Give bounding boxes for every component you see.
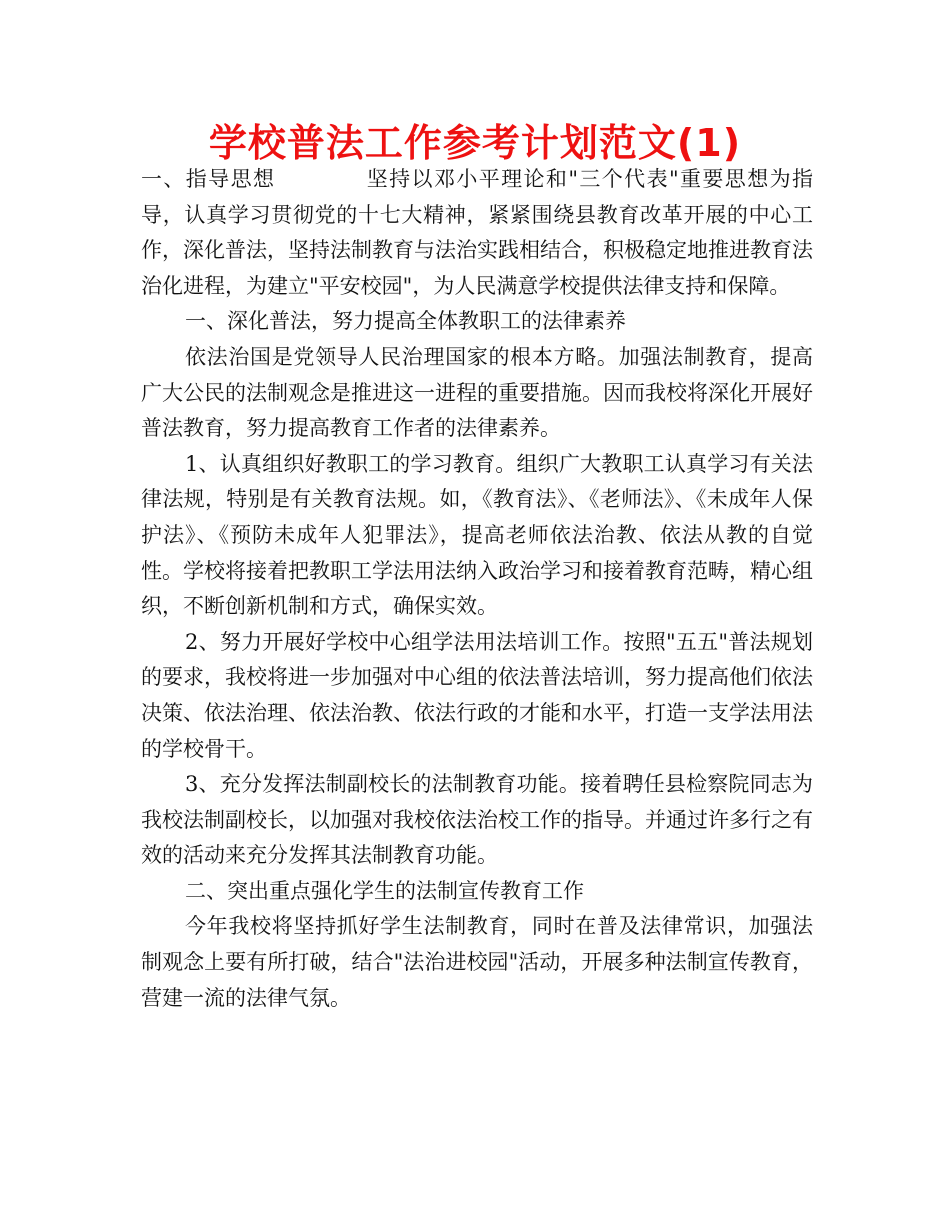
body-paragraph: 今年我校将坚持抓好学生法制教育，同时在普及法律常识，加强法制观念上要有所打破，结合"法治进校园"活动，开展多种法制宣传教育，营建一流的法律气氛。 [141,914,813,1010]
section-heading-2: 二、突出重点强化学生的法制宣传教育工作 [185,878,584,903]
body-paragraph: 3、充分发挥法制副校长的法制教育功能。接着聘任县检察院同志为我校法制副校长，以加强对我校依法治校工作的指导。并通过许多行之有效的活动来充分发挥其法制教育功能。 [141,772,813,868]
intro-text: 坚持以邓小平理论和"三个代表"重要思想为指导，认真学习贯彻党的十七大精神，紧紧围绕县教育改革开展的中心工作，深化普法，坚持法制教育与法治实践相结合，积极稳定地推进教育法治化进程，为建立"平安校园"，为人民满意学校提供法律支持和保障。 [141,167,813,298]
intro-paragraph [141,162,813,304]
section-heading-1: 一、深化普法，努力提高全体教职工的法律素养 [185,309,626,334]
body-paragraph: 依法治国是党领导人民治理国家的根本方略。加强法制教育，提高广大公民的法制观念是推进这一进程的重要措施。因而我校将深化开展好普法教育，努力提高教育工作者的法律素养。 [141,344,813,441]
intro-heading: 一、指导思想 [141,167,276,191]
body-paragraph: 1、认真组织好教职工的学习教育。组织广大教职工认真学习有关法律法规，特别是有关教育法规。如，《教育法》、《老师法》、《未成年人保护法》、《预防未成年人犯罪法》，提高老师依法治教、依法从教的自觉性。学校将接着把教职工学法用法纳入政治学习和接着教育范畴，精心组织，不断创新机制和方式，确保实效。 [141,451,813,619]
document-body [141,162,813,1016]
document-title: 学校普法工作参考计划范文(1) [208,121,742,165]
body-paragraph: 2、努力开展好学校中心组学法用法培训工作。按照"五五"普法规划的要求，我校将进一步加强对中心组的依法普法培训，努力提高他们依法决策、依法治理、依法治教、依法行政的才能和水平，打造一支学法用法的学校骨干。 [141,629,813,761]
